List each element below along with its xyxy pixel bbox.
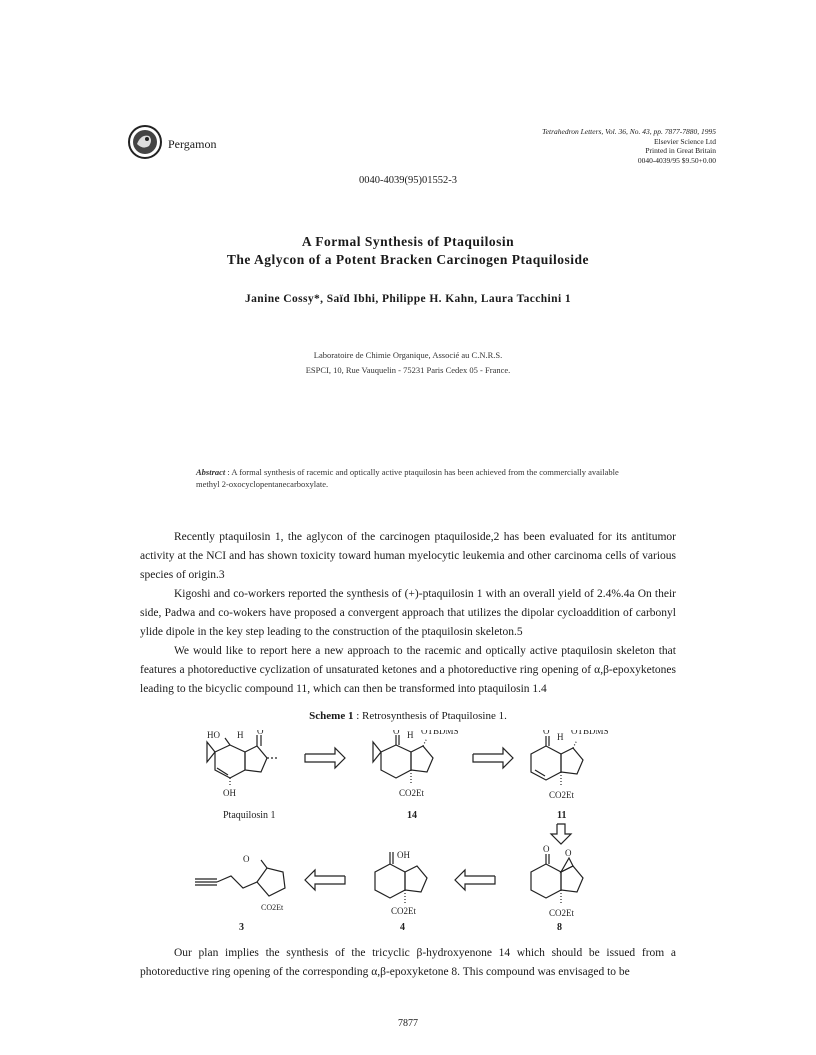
label-co2et-3: CO2Et	[261, 903, 284, 912]
authors: Janine Cossy*, Saïd Ibhi, Philippe H. Kahn, Laura Tacchini 1	[245, 293, 571, 305]
label-co2et-4: CO2Et	[391, 906, 417, 916]
label-h-11: H	[557, 732, 564, 742]
title-line-1: A Formal Synthesis of Ptaquilosin	[301, 234, 515, 249]
doi: 0040-4039(95)01552-3	[359, 175, 457, 186]
abstract-text: : A formal synthesis of racemic and optically active ptaquilosin has been achieved from the commercially available methyl 2-oxocyclopentanecarboxylate.	[196, 467, 619, 489]
paragraph-4: Our plan implies the synthesis of the tricyclic β-hydroxyenone 14 which should be issued from a photoreductive ring opening of the corresponding α,β-epoxyketone 8. This compound was envisaged to be	[140, 947, 676, 978]
retro-arrow-3	[305, 870, 345, 890]
label-h-1: H	[237, 730, 244, 740]
label-otbdms-11: OTBDMS	[571, 730, 609, 736]
paper-title	[0, 233, 816, 269]
label-co2et-8: CO2Et	[549, 908, 575, 918]
retro-arrow-down	[551, 824, 571, 844]
pergamon-logo	[127, 124, 163, 160]
label-o-8a: O	[543, 844, 550, 854]
publisher-name: Pergamon	[168, 137, 217, 151]
structure-11	[531, 730, 609, 821]
bottom-text	[140, 944, 676, 982]
title-line-2: The Aglycon of a Potent Bracken Carcinogen Ptaquiloside	[226, 252, 590, 267]
retro-arrow-1	[305, 748, 345, 768]
compound-8-label: 8	[557, 922, 562, 933]
paragraph-1: Recently ptaquilosin 1, the aglycon of the carcinogen ptaquiloside,2 has been evaluated for its antitumor activity at the NCI and has shown toxicity toward human myelocytic leukemia and other carcinoma cells of various species of origin.3	[140, 531, 676, 581]
paragraph-3: We would like to report here a new approach to the racemic and optically active ptaquilosin skeleton that features a photoreductive cyclization of unsaturated ketones and a photoreductive ring opening of α,β-epoxyketones leading to the bicyclic compound 11, which can then be transformed into ptaquilosin 1.4	[140, 645, 676, 695]
journal-citation: Tetrahedron Letters, Vol. 36, No. 43, pp. 7877-7880, 1995	[542, 127, 716, 136]
label-o-11: O	[543, 730, 550, 736]
structure-ptaquilosin	[207, 730, 279, 821]
compound-4-label: 4	[400, 922, 405, 933]
retro-arrow-4	[455, 870, 495, 890]
structure-8	[531, 844, 583, 933]
label-oh-4: OH	[397, 850, 410, 860]
label-o-8b: O	[565, 848, 572, 858]
scheme-caption-text: : Retrosynthesis of Ptaquilosine 1.	[353, 710, 507, 722]
retrosynthesis-scheme	[195, 730, 635, 940]
label-o-14: O	[393, 730, 400, 736]
structure-4	[375, 850, 427, 933]
journal-publisher: Elsevier Science Ltd	[653, 136, 716, 146]
scheme-label: Scheme 1	[309, 710, 354, 722]
paragraph-2: Kigoshi and co-workers reported the synthesis of (+)-ptaquilosin 1 with an overall yield of 2.4%.4a On their side, Padwa and co-wokers have proposed a convergent approach that utilizes the dipolar cycloaddition of carbonyl ylide dipole in the key step leading to the construction of the ptaquilosin skeleton.5	[140, 588, 676, 638]
journal-info	[542, 127, 716, 165]
label-ho: HO	[207, 730, 220, 740]
compound-14-label: 14	[407, 810, 417, 821]
affiliation-line-2: ESPCI, 10, Rue Vauquelin - 75231 Paris Cedex 05 - France.	[305, 365, 511, 375]
scheme-caption	[0, 710, 816, 722]
structure-14	[373, 730, 459, 821]
abstract-label: Abstract	[196, 467, 226, 477]
label-co2et-11: CO2Et	[549, 790, 575, 800]
retro-arrow-2	[473, 748, 513, 768]
page-number: 7877	[398, 1018, 418, 1029]
affiliation-line-1: Laboratoire de Chimie Organique, Associé au C.N.R.S.	[313, 350, 503, 360]
journal-issn: 0040-4039/95 $9.50+0.00	[637, 155, 716, 165]
label-co2et-14: CO2Et	[399, 788, 425, 798]
label-h-14: H	[407, 730, 414, 740]
compound-1-name: Ptaquilosin 1	[223, 810, 276, 821]
structure-3	[195, 854, 285, 933]
label-o-3: O	[243, 854, 250, 864]
label-oh-1: OH	[223, 788, 236, 798]
compound-11-label: 11	[557, 810, 567, 821]
abstract	[196, 466, 626, 490]
journal-printed: Printed in Great Britain	[645, 146, 716, 155]
label-o-1: O	[257, 730, 264, 736]
label-otbdms-14: OTBDMS	[421, 730, 459, 736]
affiliation	[0, 348, 816, 378]
body-text	[140, 528, 676, 699]
compound-3-label: 3	[239, 922, 244, 933]
